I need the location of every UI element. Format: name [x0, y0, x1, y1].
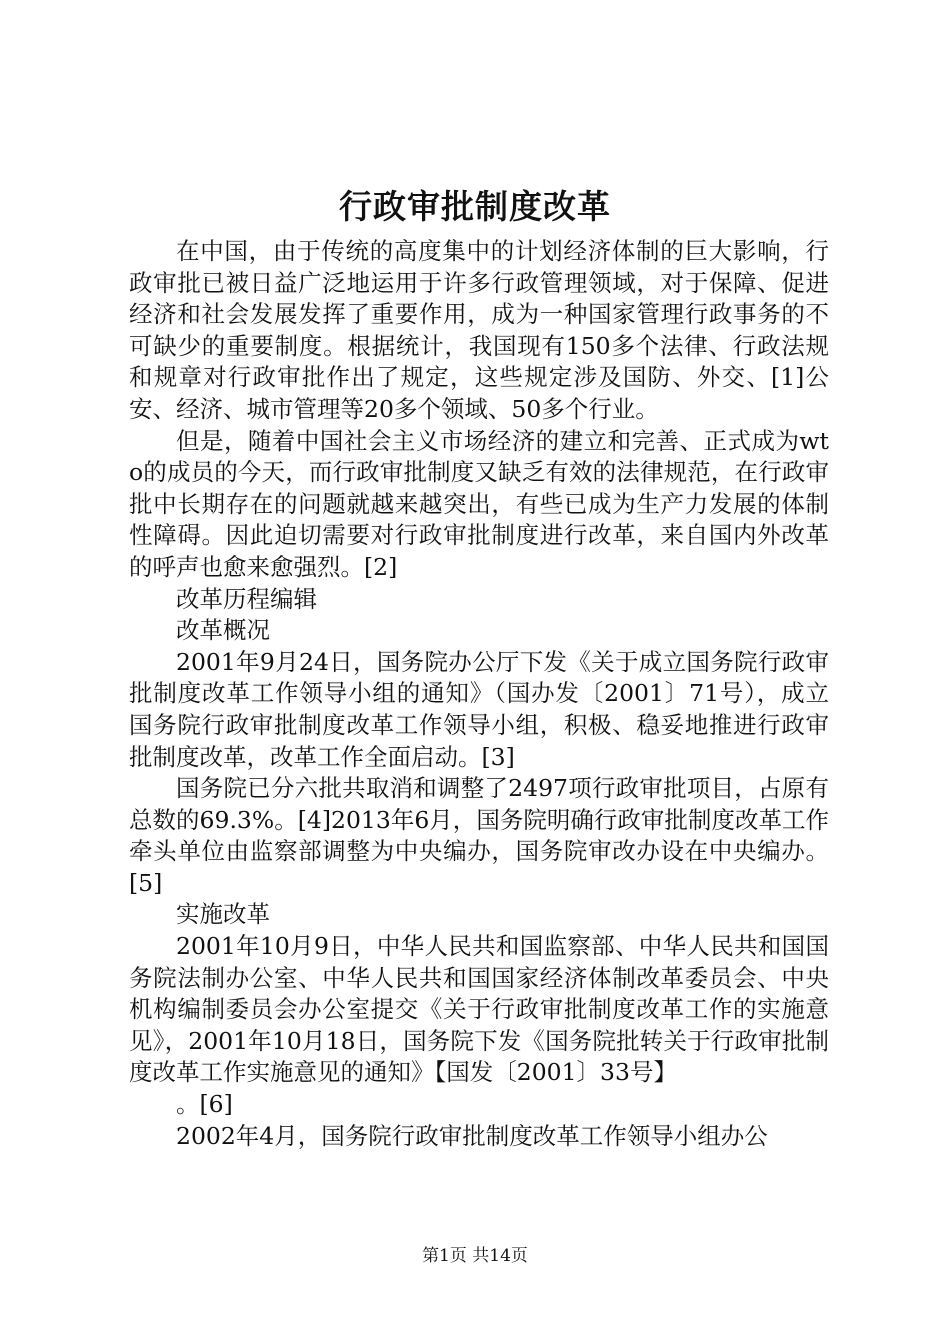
paragraph-problems: 但是，随着中国社会主义市场经济的建立和完善、正式成为wto的成员的今天，而行政审批制度又缺乏有效的法律规范，在行政审批中长期存在的问题就越来越突出，有些已成为生产力发展的体制性障碍。因此迫切需要对行政审批制度进行改革，来自国内外改革的呼声也愈来愈强烈。[2] — [129, 426, 829, 581]
section-heading-implementation: 实施改革 — [176, 900, 270, 929]
paragraph-2002-april: 2002年4月，国务院行政审批制度改革工作领导小组办公 — [176, 1121, 768, 1150]
document-title: 行政审批制度改革 — [339, 187, 611, 226]
page-footer: 第1页 共14页 — [422, 1246, 528, 1266]
paragraph-footnote-6: 。[6] — [176, 1090, 233, 1119]
section-heading-reform-history: 改革历程编辑 — [176, 584, 317, 613]
paragraph-cancelled-items: 国务院已分六批共取消和调整了2497项行政审批项目，占原有总数的69.3%。[4]2013年6月，国务院明确行政审批制度改革工作牵头单位由监察部调整为中央编办，国务院审改办设在中央编办。[5] — [129, 774, 829, 897]
section-heading-reform-overview: 改革概况 — [176, 616, 270, 645]
paragraph-intro: 在中国，由于传统的高度集中的计划经济体制的巨大影响，行政审批已被日益广泛地运用于许多行政管理领域，对于保障、促进经济和社会发展发挥了重要作用，成为一种国家管理行政事务的不可缺少的重要制度。根据统计，我国现有150多个法律、行政法规和规章对行政审批作出了规定，这些规定涉及国防、外交、[1]公安、经济、城市管理等20多个领域、50多个行业。 — [129, 237, 829, 423]
paragraph-implementation-opinion: 2001年10月9日，中华人民共和国监察部、中华人民共和国国务院法制办公室、中华人民共和国国家经济体制改革委员会、中央机构编制委员会办公室提交《关于行政审批制度改革工作的实施意见》，2001年10月18日，国务院下发《国务院批转关于行政审批制度改革工作实施意见的通知》【国发〔2001〕33号】 — [129, 932, 829, 1087]
paragraph-2001-notice: 2001年9月24日，国务院办公厅下发《关于成立国务院行政审批制度改革工作领导小组的通知》（国办发〔2001〕71号），成立国务院行政审批制度改革工作领导小组，积极、稳妥地推进行政审批制度改革，改革工作全面启动。[3] — [129, 647, 829, 771]
document-body — [129, 236, 829, 1152]
